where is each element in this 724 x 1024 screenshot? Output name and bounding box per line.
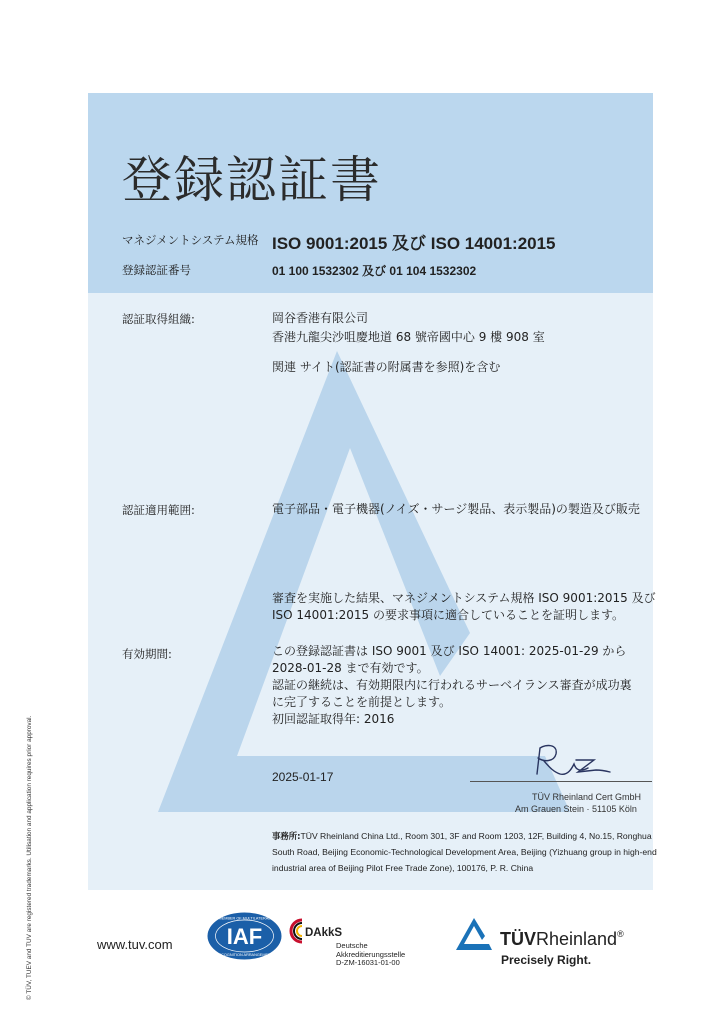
number-label: 登録認証番号: [122, 263, 191, 277]
dakks-line1: Deutsche: [336, 941, 368, 950]
trademark-note: © TÜV, TUEV and TUV are registered trademarks. Utilisation and application requires prior approval.: [26, 715, 33, 1000]
brand-rest: Rheinland: [536, 929, 618, 949]
validity-line2: 2028-01-28 まで有効です。: [272, 661, 429, 675]
holder-label: 認証取得組織:: [122, 312, 195, 326]
office-label: 事務所:: [272, 831, 301, 841]
dakks-logo: [288, 916, 343, 946]
dakks-text: [336, 942, 405, 968]
iaf-text: IAF: [226, 924, 263, 949]
issuer-address: Am Grauen Stein · 51105 Köln: [515, 804, 637, 814]
signature: [532, 740, 612, 782]
iaf-logo: [206, 911, 283, 961]
tuv-triangle-icon: [454, 916, 494, 952]
validity-line4: に完了することを前提とします。: [272, 695, 452, 709]
holder-name: 岡谷香港有限公司: [272, 311, 369, 325]
website-link[interactable]: www.tuv.com: [97, 937, 173, 952]
iaf-ring-top: MEMBER OF MULTILATERAL: [218, 916, 271, 921]
brand-bold: TÜV: [500, 929, 536, 949]
validity-line5: 初回認証取得年: 2016: [272, 712, 395, 726]
number-value: 01 100 1532302 及び 01 104 1532302: [272, 264, 477, 278]
dakks-line2: Akkreditierungsstelle: [336, 949, 406, 959]
validity-label: 有効期間:: [122, 647, 172, 661]
office-address: [272, 828, 657, 876]
brand-mark: ®: [617, 929, 624, 939]
standard-label: マネジメントシステム規格: [122, 233, 259, 247]
certificate-title: 登録認証書: [122, 151, 382, 209]
audit-statement-line1: 審査を実施した結果、マネジメントシステム規格 ISO 9001:2015 及び: [272, 591, 656, 605]
dakks-line3: D-ZM-16031-01-00: [336, 958, 400, 967]
issuer-name: TÜV Rheinland Cert GmbH: [532, 792, 642, 802]
standard-value: ISO 9001:2015 及び ISO 14001:2015: [272, 234, 556, 253]
scope-value: 電子部品・電子機器(ノイズ・サージ製品、表示製品)の製造及び販売: [272, 502, 640, 516]
issue-date: 2025-01-17: [272, 770, 334, 784]
scope-label: 認証適用範囲:: [122, 503, 195, 517]
iaf-ring-bottom: RECOGNITION ARRANGEMENT: [215, 953, 274, 957]
signature-line: [470, 781, 652, 782]
validity-line1: この登録認証書は ISO 9001 及び ISO 14001: 2025-01-29 から: [272, 644, 627, 658]
validity-line3: 認証の継続は、有効期限内に行われるサーベイランス審査が成功裏: [272, 678, 632, 692]
tuv-brand: [500, 929, 624, 950]
office-text: TÜV Rheinland China Ltd., Room 301, 3F and Room 1203, 12F, Building 4, No.15, Ronghua South Road, Beijing Economic-Technological Development Area, Beijing (Yizhuang group in high-end industrial area of Beijing Pilot Free Trade Zone), 100176, P. R. China: [272, 831, 657, 873]
audit-statement-line2: ISO 14001:2015 の要求事項に適合していることを証明します。: [272, 608, 625, 622]
slogan: Precisely Right.: [501, 953, 592, 967]
holder-note: 関連 サイト(認証書の附属書を参照)を含む: [272, 360, 501, 374]
holder-address: 香港九龍尖沙咀慶地道 68 號帝國中心 9 樓 908 室: [272, 330, 545, 344]
dakks-name: DAkkS: [305, 927, 343, 939]
